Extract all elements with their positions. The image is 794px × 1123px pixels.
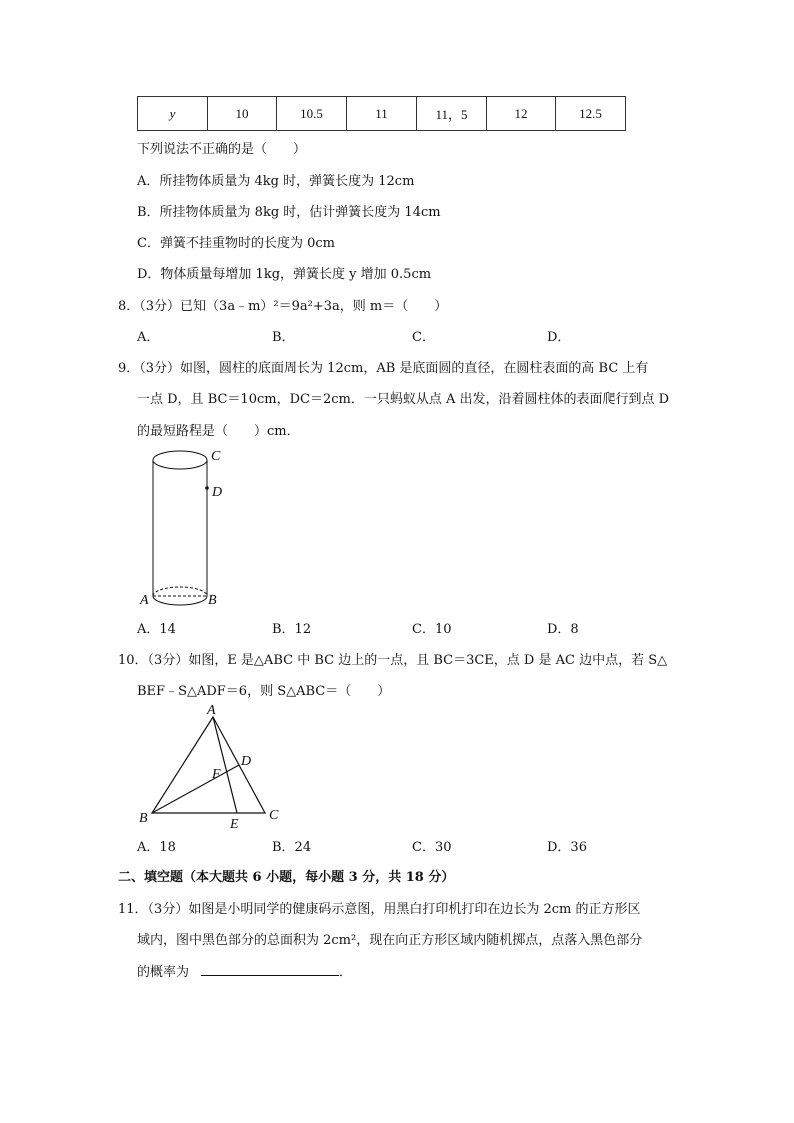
- section-title: 二、填空题（本大题共 6 小题，每小题 3 分，共 18 分）: [118, 870, 455, 885]
- label-c: C: [269, 808, 279, 823]
- data-table: [137, 96, 626, 131]
- q10-option-b: B．24: [272, 840, 312, 855]
- table-row: [138, 97, 626, 131]
- table-cell: 10: [208, 97, 277, 131]
- triangle-figure: [130, 700, 290, 830]
- q9-option-d: D．8: [547, 622, 579, 637]
- q8-option-c: C．: [412, 330, 435, 345]
- q10-line2: BEF﹣S△ADF＝6，则 S△ABC＝（ ）: [137, 684, 391, 699]
- label-b: B: [208, 593, 217, 608]
- label-d: D: [241, 754, 252, 769]
- cylinder-top-ellipse: [153, 451, 207, 469]
- q9-line3: 的最短路程是（ ）cm．: [137, 424, 300, 439]
- table-cell: 11: [347, 97, 417, 131]
- label-c: C: [211, 449, 221, 464]
- q8-stem: 8．（3分）已知（3a﹣m）²＝9a²+3a，则 m＝（ ）: [118, 299, 448, 314]
- label-a: A: [140, 593, 149, 608]
- label-a: A: [207, 703, 216, 718]
- cylinder-bottom-front: [153, 596, 207, 605]
- table-cell: y: [138, 97, 208, 131]
- cylinder-bottom-back: [153, 587, 207, 596]
- q7-option-c: C．弹簧不挂重物时的长度为 0cm: [137, 236, 335, 251]
- segment-bd: [152, 765, 239, 813]
- q10-line1: 10．（3分）如图，E 是△ABC 中 BC 边上的一点，且 BC＝3CE，点 D 是 AC 边中点，若 S△: [118, 653, 668, 668]
- q11-line3-end: ．: [339, 965, 353, 980]
- q11-line3: [137, 961, 352, 980]
- label-f: F: [212, 767, 221, 782]
- q8-option-d: D．: [547, 330, 571, 345]
- label-b: B: [139, 811, 148, 826]
- table-cell: 11，5: [417, 97, 487, 131]
- label-d: D: [212, 485, 223, 500]
- q8-option-a: A．: [137, 330, 160, 345]
- q11-line1: 11．（3分）如图是小明同学的健康码示意图，用黑白打印机打印在边长为 2cm 的正方形区: [118, 902, 641, 917]
- q11-line3-text: 的概率为: [137, 965, 190, 980]
- segment-ae: [213, 717, 237, 813]
- q9-option-b: B．12: [272, 622, 312, 637]
- answer-blank[interactable]: [201, 963, 339, 976]
- q7-stem: 下列说法不正确的是（ ）: [137, 142, 307, 157]
- q9-line2: 一点 D，且 BC＝10cm，DC＝2cm．一只蚂蚁从点 A 出发，沿着圆柱体的表面爬行到点 D: [137, 392, 670, 407]
- cylinder-figure: [130, 444, 240, 612]
- q7-option-a: A．所挂物体质量为 4kg 时，弹簧长度为 12cm: [137, 174, 415, 189]
- q7-option-b: B．所挂物体质量为 8kg 时，估计弹簧长度为 14cm: [137, 205, 441, 220]
- q10-option-a: A．18: [137, 840, 176, 855]
- q10-option-c: C．30: [412, 840, 452, 855]
- q9-option-a: A．14: [137, 622, 176, 637]
- point-d: [205, 486, 209, 490]
- q7-option-d: D．物体质量每增加 1kg，弹簧长度 y 增加 0.5cm: [137, 267, 432, 282]
- q8-option-b: B．: [272, 330, 295, 345]
- q9-option-c: C．10: [412, 622, 452, 637]
- q10-option-d: D．36: [547, 840, 587, 855]
- q11-line2: 域内，图中黑色部分的总面积为 2cm²，现在向正方形区域内随机掷点，点落入黑色部分: [137, 933, 643, 948]
- table-cell: 10.5: [277, 97, 347, 131]
- q9-line1: 9．（3分）如图，圆柱的底面周长为 12cm，AB 是底面圆的直径，在圆柱表面的高 BC 上有: [118, 361, 649, 376]
- table-cell: 12.5: [556, 97, 626, 131]
- table-cell: 12: [487, 97, 556, 131]
- label-e: E: [230, 817, 239, 830]
